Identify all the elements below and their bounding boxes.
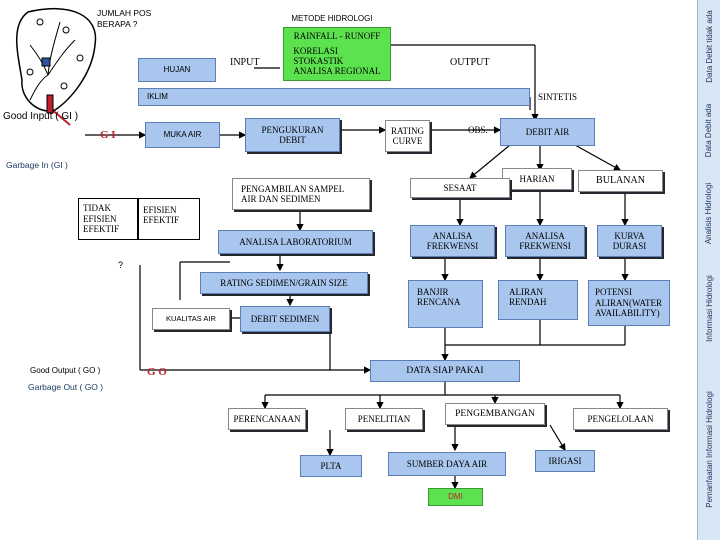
plta-box: PLTA	[300, 455, 362, 477]
pengukuran-debit-box: PENGUKURAN DEBIT	[245, 118, 340, 152]
side-tab-informasi-hidrologi	[697, 258, 720, 358]
analisa-frekwensi-2-box: ANALISA FREKWENSI	[505, 225, 585, 257]
side-tab-data-debit-tidak-ada	[697, 0, 720, 93]
perencanaan-box: PERENCANAAN	[228, 408, 306, 430]
debit-air-box: DEBIT AIR	[500, 118, 595, 146]
go-label: G O	[147, 366, 167, 378]
question-mark: ?	[118, 260, 124, 270]
data-siap-pakai-box: DATA SIAP PAKAI	[370, 360, 520, 382]
metode-box	[283, 27, 391, 81]
good-input-label: Good Input ( GI )	[3, 111, 79, 122]
analisa-laboratorium-box: ANALISA LABORATORIUM	[218, 230, 373, 254]
banjir-rencana-box: BANJIR RENCANA	[408, 280, 483, 328]
kualitas-air-box: KUALITAS AIR	[152, 308, 230, 330]
sintetis-label: SINTETIS	[538, 92, 577, 102]
sesaat-box: SESAAT	[410, 178, 510, 198]
debit-sedimen-box: DEBIT SEDIMEN	[240, 306, 330, 332]
efisien-box: EFISIEN EFEKTIF	[138, 198, 200, 240]
sumber-daya-air-box: SUMBER DAYA AIR	[388, 452, 506, 476]
side-tab-label: Informasi Hidrologi	[704, 274, 714, 342]
korelasi-text: KORELASI STOKASTIK ANALISA REGIONAL	[293, 45, 381, 77]
bulanan-box: BULANAN	[578, 170, 663, 192]
pengambilan-sampel-box: PENGAMBILAN SAMPEL AIR DAN SEDIMEN	[232, 178, 370, 210]
rating-sedimen-box: RATING SEDIMEN/GRAIN SIZE	[200, 272, 368, 294]
pengelolaan-box: PENGELOLAAN	[573, 408, 668, 430]
side-tab-label: Data Debit tidak ada	[704, 10, 714, 83]
dmi-box: DMI	[428, 488, 483, 506]
garbage-out-label: Garbage Out ( GO )	[28, 382, 104, 392]
rating-curve-box: RATING CURVE	[385, 120, 430, 152]
side-tab-label: Analisis Hidrologi	[704, 182, 714, 244]
rainfall-runoff-text: RAINFALL - RUNOFF	[293, 31, 381, 42]
jumlah-pos-label: JUMLAH POS BERAPA ?	[97, 8, 152, 30]
penelitian-box: PENELITIAN	[345, 408, 423, 430]
analisa-frekwensi-1-box: ANALISA FREKWENSI	[410, 225, 495, 257]
muka-air-box: MUKA AIR	[145, 122, 220, 148]
side-tab-data-debit-ada	[697, 93, 720, 168]
input-label: INPUT	[230, 57, 260, 68]
pengembangan-box: PENGEMBANGAN	[445, 403, 545, 425]
obs-label: OBS.	[468, 125, 488, 135]
good-output-label: Good Output ( GO )	[30, 366, 101, 375]
kurva-durasi-box: KURVA DURASI	[597, 225, 662, 257]
gi-label: G I	[100, 129, 116, 141]
metode-hidrologi-label: METODE HIDROLOGI	[280, 10, 384, 28]
tidak-efisien-box: TIDAK EFISIEN EFEKTIF	[78, 198, 138, 240]
side-tab-pemanfaatan	[697, 358, 720, 540]
side-tab-analisis-hidrologi	[697, 168, 720, 258]
potensi-aliran-box: POTENSI ALIRAN(WATER AVAILABILITY)	[588, 280, 670, 326]
irigasi-box: IRIGASI	[535, 450, 595, 472]
hujan-box: HUJAN	[138, 58, 216, 82]
aliran-rendah-box: ALIRAN RENDAH	[498, 280, 578, 320]
side-tab-label: Pemanfaatan Informasi Hidrologi	[704, 390, 714, 508]
side-tab-label: Data Debit ada	[704, 103, 714, 158]
iklim-label: IKLIM	[147, 92, 168, 102]
output-label: OUTPUT	[450, 57, 490, 68]
garbage-in-label: Garbage In (GI )	[6, 160, 68, 170]
harian-box: HARIAN	[502, 168, 572, 190]
iklim-bar	[138, 88, 530, 106]
